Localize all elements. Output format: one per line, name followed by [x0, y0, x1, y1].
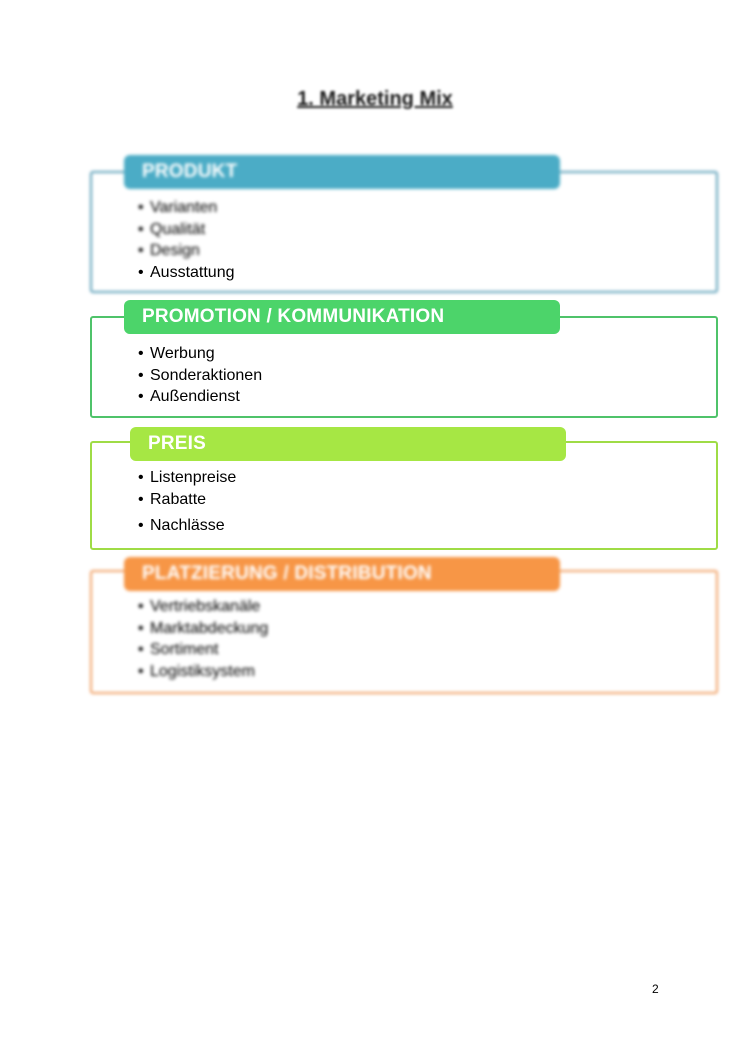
list-item: • Werbung	[138, 345, 215, 362]
list-item: • Marktabdeckung	[138, 619, 269, 637]
preis-heading: PREIS	[130, 427, 566, 461]
promotion-list	[138, 343, 262, 408]
preis-section	[90, 427, 718, 550]
list-item: • Design	[138, 242, 200, 259]
promotion-heading: PROMOTION / KOMMUNIKATION	[124, 300, 560, 334]
list-item: • Vertriebskanäle	[138, 598, 261, 615]
produkt-list	[138, 197, 235, 283]
list-item: • Außendienst	[138, 388, 240, 405]
list-item: • Qualität	[138, 220, 206, 238]
list-item: • Ausstattung	[138, 263, 235, 281]
list-item: • Rabatte	[138, 490, 207, 508]
page-title: 1. Marketing Mix	[297, 88, 453, 110]
produkt-section	[90, 155, 718, 293]
list-item: • Logistiksystem	[138, 662, 255, 680]
list-item: • Nachlässe	[138, 517, 225, 534]
list-item: • Varianten	[138, 199, 218, 216]
produkt-heading: PRODUKT	[124, 155, 560, 189]
promotion-section	[90, 300, 718, 418]
page-number: 2	[652, 982, 659, 996]
platzierung-heading: PLATZIERUNG / DISTRIBUTION	[124, 557, 560, 591]
list-item: • Sortiment	[138, 641, 219, 658]
list-item: • Sonderaktionen	[138, 366, 263, 384]
list-item: • Listenpreise	[138, 469, 237, 486]
preis-list	[138, 467, 236, 537]
platzierung-list	[138, 596, 268, 682]
platzierung-section	[90, 557, 718, 694]
